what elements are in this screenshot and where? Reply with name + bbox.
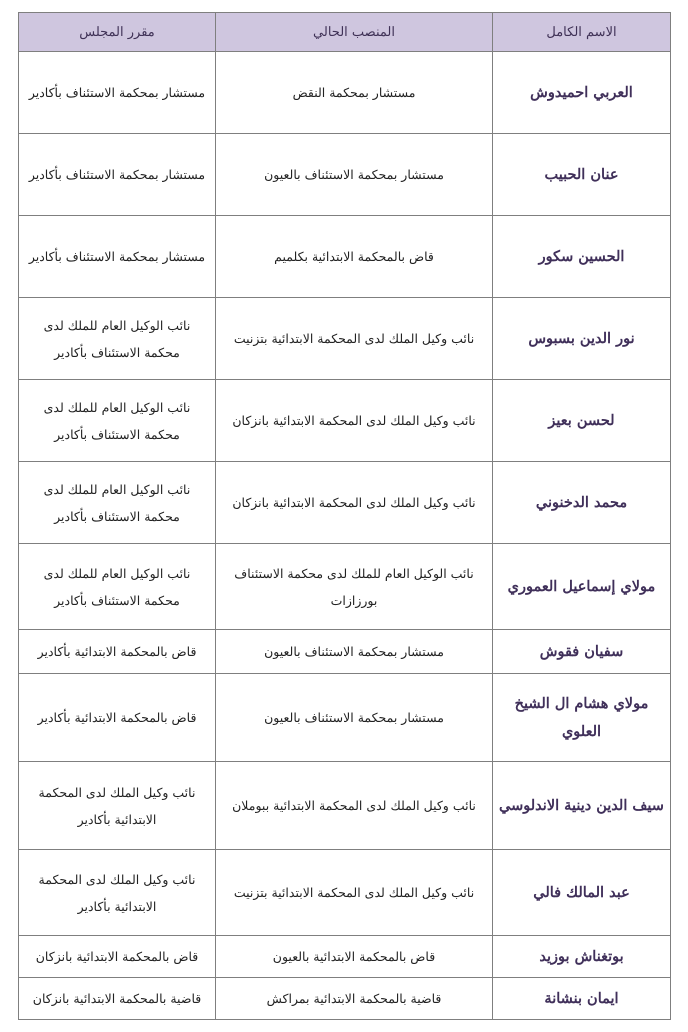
council-decision-cell: نائب الوكيل العام للملك لدى محكمة الاستئناف بأكادير	[19, 544, 216, 630]
council-decision-cell: قاض بالمحكمة الابتدائية بأكادير	[19, 630, 216, 674]
table-row	[19, 52, 671, 134]
table-row	[19, 674, 671, 762]
current-position-cell: مستشار بمحكمة الاستئناف بالعيون	[216, 630, 493, 674]
current-position-cell: مستشار بمحكمة النقض	[216, 52, 493, 134]
name-cell: بوتغناش بوزيد	[493, 936, 671, 978]
council-decision-cell: قاض بالمحكمة الابتدائية بانزكان	[19, 936, 216, 978]
council-decision-cell: نائب الوكيل العام للملك لدى محكمة الاستئناف بأكادير	[19, 462, 216, 544]
table-row	[19, 544, 671, 630]
current-position-cell: نائب الوكيل العام للملك لدى محكمة الاستئناف بورزازات	[216, 544, 493, 630]
council-decision-cell: نائب وكيل الملك لدى المحكمة الابتدائية بأكادير	[19, 762, 216, 850]
council-decision-cell: نائب وكيل الملك لدى المحكمة الابتدائية بأكادير	[19, 850, 216, 936]
current-position-cell: قاض بالمحكمة الابتدائية بكلميم	[216, 216, 493, 298]
name-cell: سيف الدين دينية الاندلوسي	[493, 762, 671, 850]
current-position-cell: نائب وكيل الملك لدى المحكمة الابتدائية بانزكان	[216, 462, 493, 544]
table-row	[19, 134, 671, 216]
council-decision-cell: قاض بالمحكمة الابتدائية بأكادير	[19, 674, 216, 762]
council-decision-cell: نائب الوكيل العام للملك لدى محكمة الاستئناف بأكادير	[19, 380, 216, 462]
table-row	[19, 762, 671, 850]
header-current-position: المنصب الحالي	[216, 13, 493, 52]
name-cell: مولاي إسماعيل العموري	[493, 544, 671, 630]
current-position-cell: قاضية بالمحكمة الابتدائية بمراكش	[216, 978, 493, 1020]
council-decision-cell: مستشار بمحكمة الاستئناف بأكادير	[19, 216, 216, 298]
name-cell: مولاي هشام ال الشيخ العلوي	[493, 674, 671, 762]
table-row	[19, 298, 671, 380]
name-cell: عنان الحبيب	[493, 134, 671, 216]
table-body	[19, 52, 671, 1020]
name-cell: الحسين سكور	[493, 216, 671, 298]
table-row	[19, 216, 671, 298]
council-decision-cell: نائب الوكيل العام للملك لدى محكمة الاستئناف بأكادير	[19, 298, 216, 380]
name-cell: محمد الدخنوني	[493, 462, 671, 544]
name-cell: لحسن بعيز	[493, 380, 671, 462]
table-row	[19, 462, 671, 544]
current-position-cell: قاض بالمحكمة الابتدائية بالعيون	[216, 936, 493, 978]
header-full-name: الاسم الكامل	[493, 13, 671, 52]
current-position-cell: نائب وكيل الملك لدى المحكمة الابتدائية بتزنيت	[216, 850, 493, 936]
council-decision-cell: قاضية بالمحكمة الابتدائية بانزكان	[19, 978, 216, 1020]
table-row	[19, 978, 671, 1020]
appointments-table	[18, 12, 671, 1020]
name-cell: عبد المالك فالي	[493, 850, 671, 936]
table-row	[19, 630, 671, 674]
current-position-cell: نائب وكيل الملك لدى المحكمة الابتدائية بتزنيت	[216, 298, 493, 380]
table-row	[19, 380, 671, 462]
council-decision-cell: مستشار بمحكمة الاستئناف بأكادير	[19, 134, 216, 216]
name-cell: سفيان فقوش	[493, 630, 671, 674]
council-decision-cell: مستشار بمحكمة الاستئناف بأكادير	[19, 52, 216, 134]
current-position-cell: نائب وكيل الملك لدى المحكمة الابتدائية بانزكان	[216, 380, 493, 462]
current-position-cell: نائب وكيل الملك لدى المحكمة الابتدائية ببوملان	[216, 762, 493, 850]
current-position-cell: مستشار بمحكمة الاستئناف بالعيون	[216, 134, 493, 216]
table-row	[19, 936, 671, 978]
table-header-row	[19, 13, 671, 52]
name-cell: نور الدين بسبوس	[493, 298, 671, 380]
name-cell: ايمان بنشانة	[493, 978, 671, 1020]
table-row	[19, 850, 671, 936]
current-position-cell: مستشار بمحكمة الاستئناف بالعيون	[216, 674, 493, 762]
header-council-decision: مقرر المجلس	[19, 13, 216, 52]
name-cell: العربي احميدوش	[493, 52, 671, 134]
